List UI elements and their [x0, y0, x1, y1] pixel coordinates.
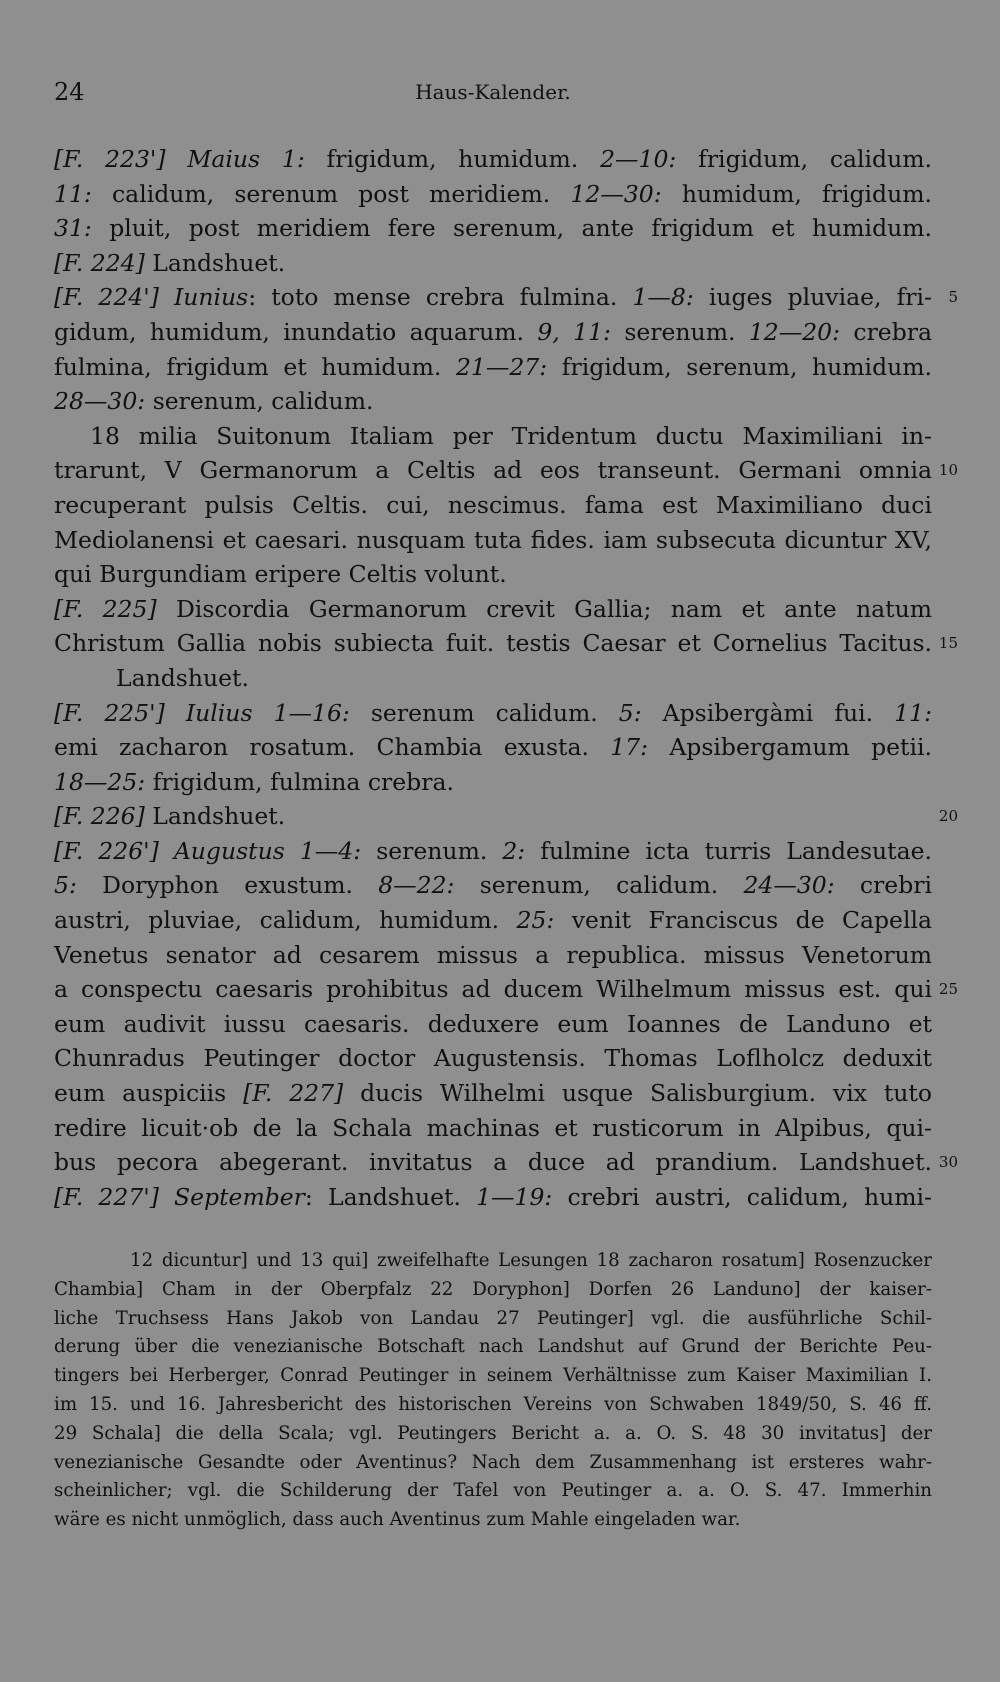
text-line-content: 5: Doryphon exustum. 8—22: serenum, calidum. 24—30: crebri: [54, 871, 932, 900]
text-line-content: Venetus senator ad cesarem missus a republica. missus Venetorum: [54, 940, 932, 969]
footnote-line: 29 Schala] die della Scala; vgl. Peutingers Bericht a. a. O. S. 48 30 invitatus] der: [54, 1422, 932, 1444]
text-line-content: a conspectu caesaris prohibitus ad ducem Wilhelmum missus est. qui: [54, 975, 932, 1004]
text-line: [54, 765, 932, 800]
footnote-line: scheinlicher; vgl. die Schilderung der Tafel von Peutinger a. a. O. S. 47. Immerhin: [54, 1480, 932, 1502]
main-text: [54, 142, 958, 1214]
text-line-content: eum auspiciis [F. 227] ducis Wilhelmi usque Salisburgium. vix tuto: [54, 1079, 932, 1108]
text-line-content: recuperant pulsis Celtis. cui, nescimus. fama est Maximiliano duci: [54, 490, 932, 519]
text-line: [54, 453, 958, 488]
line-number: 10: [938, 461, 958, 480]
text-line: [54, 903, 932, 938]
line-number: 30: [938, 1153, 958, 1172]
running-head: Haus-Kalender.: [415, 80, 571, 104]
text-line: [54, 1180, 932, 1215]
text-line: [54, 1145, 958, 1180]
text-line: [54, 142, 932, 177]
text-line: [54, 246, 932, 281]
text-line: [54, 696, 932, 731]
text-line-content: fulmina, frigidum et humidum. 21—27: frigidum, serenum, humidum.: [54, 352, 933, 381]
text-line-content: [F. 226] Landshuet.: [54, 802, 286, 831]
text-line: [54, 661, 932, 696]
text-line: [54, 1111, 932, 1146]
line-number: 15: [938, 634, 958, 653]
text-line: [54, 730, 932, 765]
text-line-content: gidum, humidum, inundatio aquarum. 9, 11: serenum. 12—20: crebra: [54, 317, 932, 346]
text-line: [54, 557, 932, 592]
text-line-content: trarunt, V Germanorum a Celtis ad eos transeunt. Germani omnia: [54, 456, 932, 485]
text-line: [54, 350, 932, 385]
text-line: [54, 972, 958, 1007]
text-line-content: [F. 223'] Maius 1: frigidum, humidum. 2—10: frigidum, calidum.: [54, 145, 932, 173]
line-number: 5: [948, 288, 958, 307]
text-line: [54, 419, 932, 454]
text-line-content: 31: pluit, post meridiem fere serenum, ante frigidum et humidum.: [54, 214, 932, 243]
text-line-content: Mediolanensi et caesari. nusquam tuta fides. iam subsecuta dicuntur XV,: [54, 525, 932, 554]
text-line: [54, 592, 932, 627]
text-line-content: [F. 225'] Iulius 1—16: serenum calidum. 5: Apsibergàmi fui. 11:: [54, 698, 932, 727]
text-line: [54, 834, 932, 869]
text-line-content: [F. 227'] September: Landshuet. 1—19: crebri austri, calidum, humi-: [54, 1182, 932, 1211]
text-line-content: [F. 224'] Iunius: toto mense crebra fulmina. 1—8: iuges pluviae, fri-: [54, 283, 932, 312]
text-line: [54, 211, 932, 246]
text-line: [54, 280, 958, 315]
text-line-content: [F. 226'] Augustus 1—4: serenum. 2: fulmine icta turris Landesutae.: [54, 836, 932, 865]
page-number: 24: [54, 78, 85, 106]
text-line-content: bus pecora abegerant. invitatus a duce ad prandium. Landshuet.: [54, 1148, 932, 1177]
text-line: [54, 1041, 932, 1076]
text-line-content: austri, pluviae, calidum, humidum. 25: venit Franciscus de Capella: [54, 906, 932, 935]
text-line: [54, 626, 958, 661]
text-line-content: [F. 225] Discordia Germanorum crevit Gallia; nam et ante natum: [54, 594, 933, 623]
text-line: [54, 384, 932, 419]
text-line-content: Landshuet.: [116, 663, 249, 692]
footnote-line: tingers bei Herberger, Conrad Peutinger in seinem Verhältnisse zum Kaiser Maximilian I.: [54, 1365, 932, 1387]
line-number: 20: [938, 807, 958, 826]
text-line: [54, 938, 932, 973]
line-number: 25: [938, 980, 958, 999]
text-line: [54, 1076, 932, 1111]
text-line-content: 28—30: serenum, calidum.: [54, 387, 374, 416]
text-line-content: 11: calidum, serenum post meridiem. 12—30: humidum, frigidum.: [54, 179, 932, 208]
footnote-line: liche Truchsess Hans Jakob von Landau 27 Peutinger] vgl. die ausführliche Schil-: [54, 1307, 932, 1329]
footnote-line: 12 dicuntur] und 13 qui] zweifelhafte Lesungen 18 zacharon rosatum] Rosenzucker: [130, 1250, 932, 1271]
text-line: [54, 868, 932, 903]
text-line-content: [F. 224] Landshuet.: [54, 248, 286, 277]
footnote-line: derung über die venezianische Botschaft nach Landshut auf Grund der Berichte Peu-: [54, 1336, 932, 1358]
text-line-content: Christum Gallia nobis subiecta fuit. testis Caesar et Cornelius Tacitus.: [54, 629, 932, 658]
text-line: [54, 177, 932, 212]
footnote-line: im 15. und 16. Jahresbericht des historischen Vereins von Schwaben 1849/50, S. 46 ff.: [54, 1393, 932, 1415]
text-line-content: emi zacharon rosatum. Chambia exusta. 17: Apsibergamum petii.: [54, 733, 932, 762]
footnote-line: wäre es nicht unmöglich, dass auch Aventinus zum Mahle eingeladen war.: [54, 1509, 741, 1531]
text-line: [54, 488, 932, 523]
text-line-content: eum audivit iussu caesaris. deduxere eum Ioannes de Landuno et: [54, 1009, 932, 1038]
text-line: [54, 315, 932, 350]
footnotes: [54, 1247, 932, 1535]
text-line-content: 18—25: frigidum, fulmina crebra.: [54, 767, 454, 796]
text-line-content: 18 milia Suitonum Italiam per Tridentum ductu Maximiliani in-: [90, 421, 932, 450]
footnote-line: venezianische Gesandte oder Aventinus? Nach dem Zusammenhang ist ersteres wahr-: [54, 1451, 932, 1473]
text-line-content: redire licuit·ob de la Schala machinas et rusticorum in Alpibus, qui-: [54, 1113, 932, 1142]
text-line-content: qui Burgundiam eripere Celtis volunt.: [54, 560, 507, 589]
footnote-line: Chambia] Cham in der Oberpfalz 22 Doryphon] Dorfen 26 Landuno] der kaiser-: [54, 1278, 932, 1300]
page-header: [54, 78, 932, 108]
text-line: [54, 799, 958, 834]
text-line: [54, 523, 932, 558]
text-line-content: Chunradus Peutinger doctor Augustensis. Thomas Loflholcz deduxit: [54, 1044, 932, 1073]
text-line: [54, 1007, 932, 1042]
